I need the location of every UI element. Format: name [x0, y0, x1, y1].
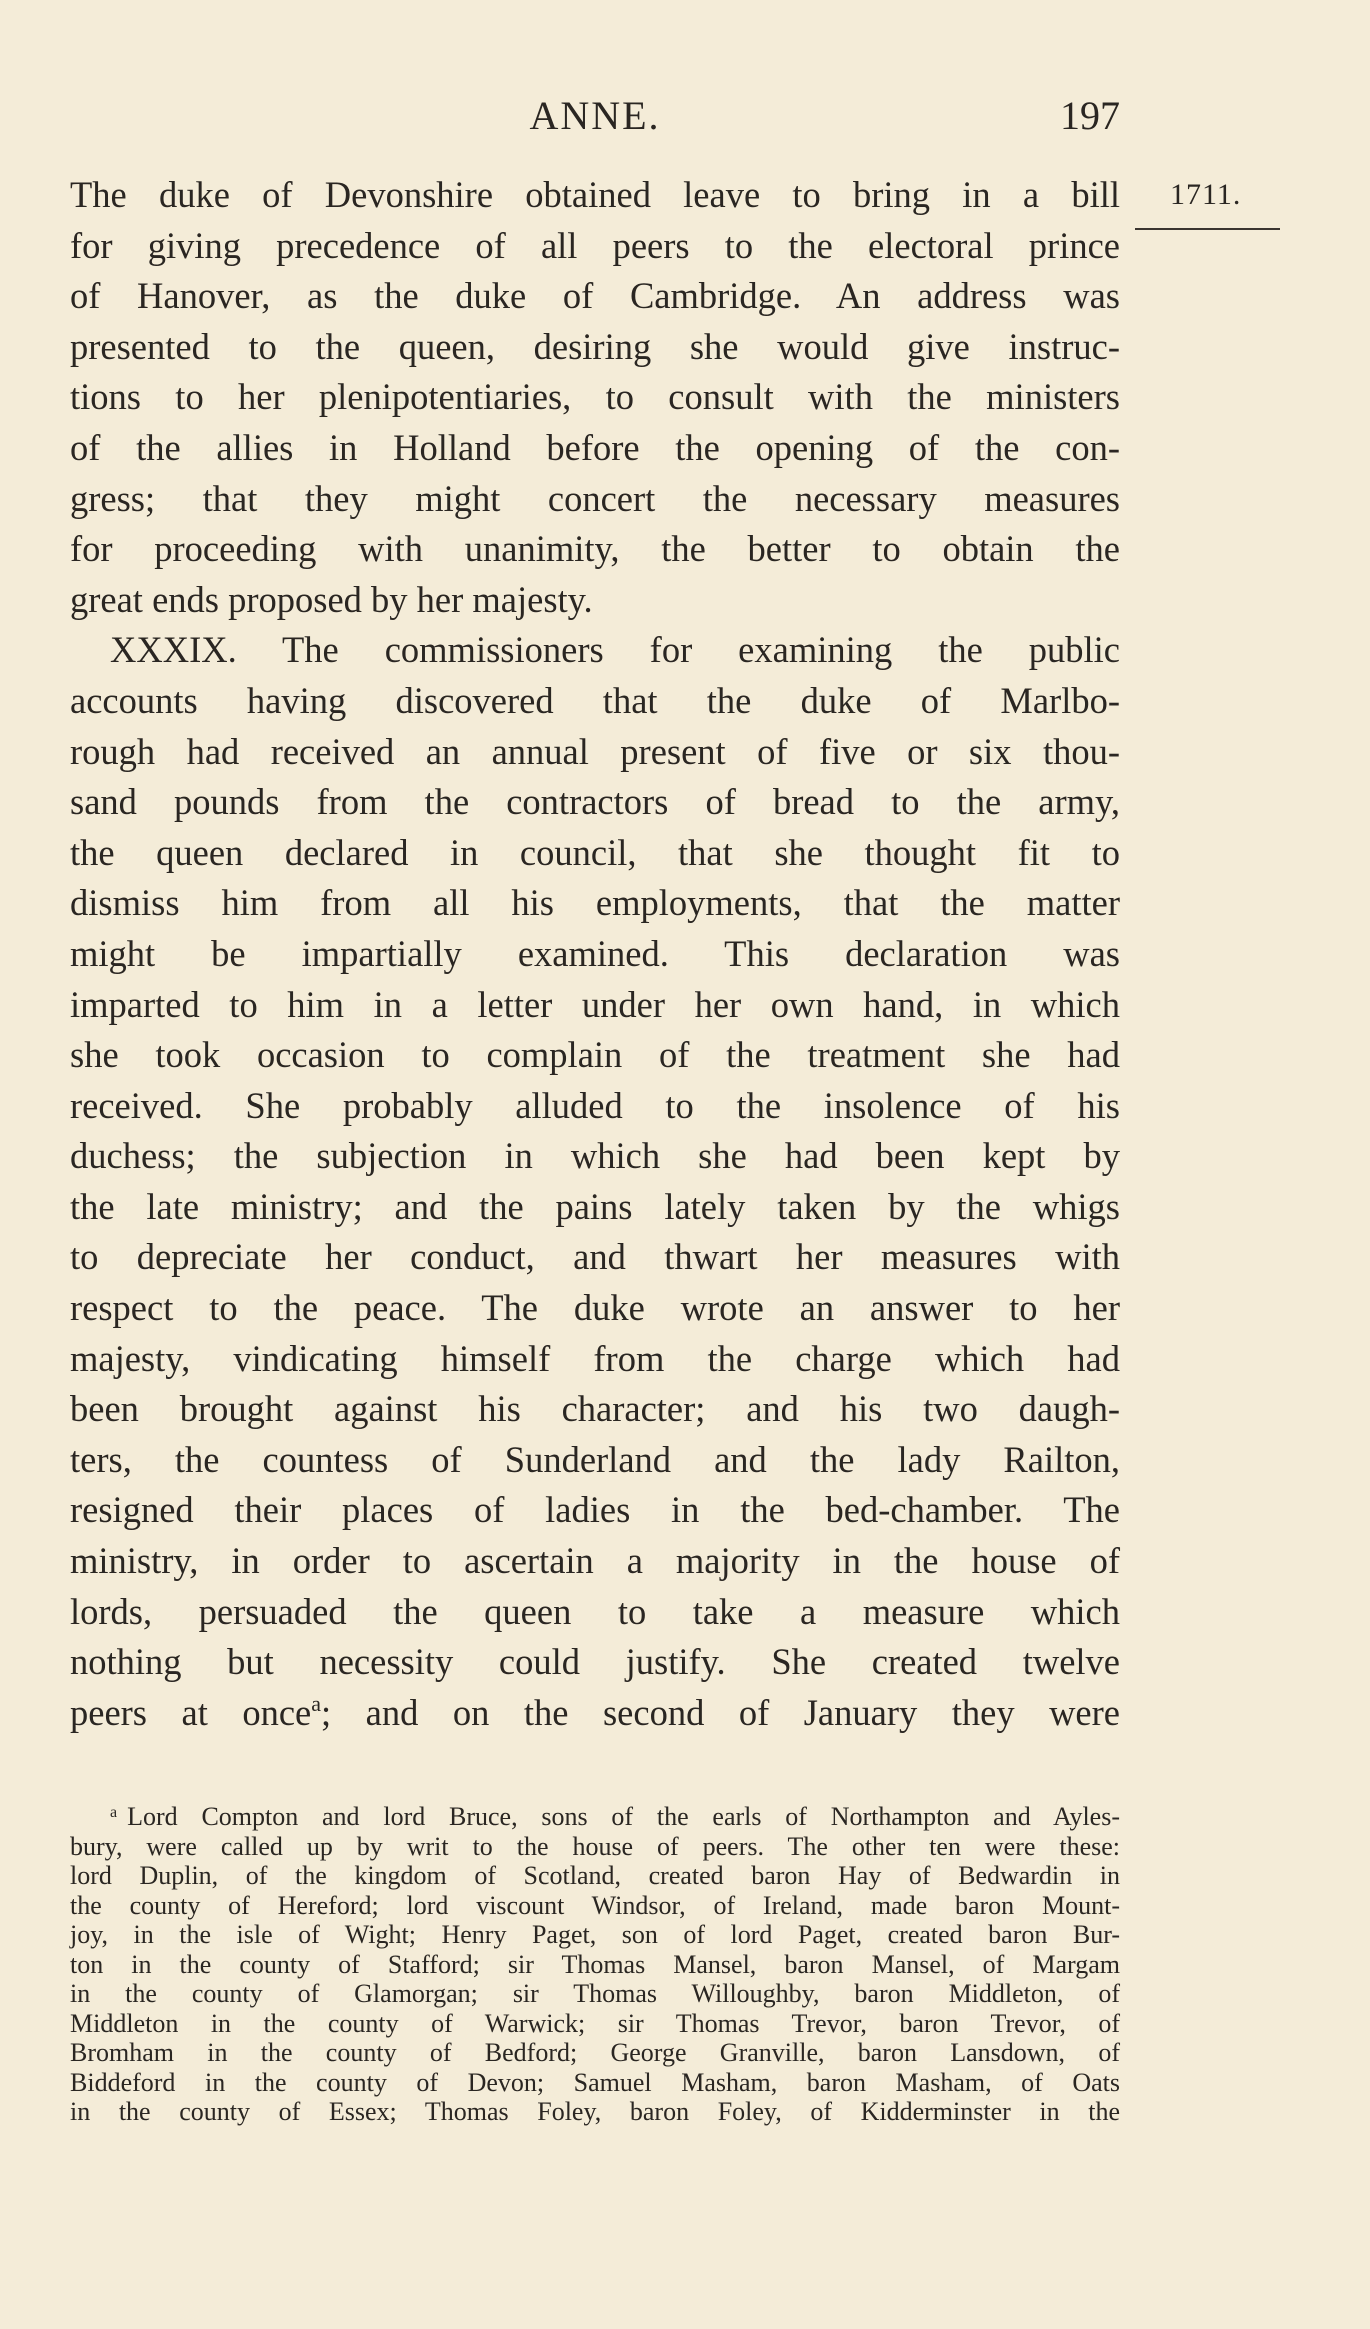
text-line: the late ministry; and the pains lately taken by the whigs	[70, 1185, 1120, 1227]
text-line: The duke of Devonshire obtained leave to bring in a bill	[70, 174, 1120, 215]
text-line: tions to her plenipotentiaries, to consult with the ministers	[70, 376, 1120, 418]
running-head: ANNE.	[529, 93, 661, 138]
text-line: ministry, in order to ascertain a majority in the house of	[70, 1540, 1120, 1582]
text-line: majesty, vindicating himself from the charge which had	[70, 1337, 1120, 1379]
page-header	[70, 92, 1120, 152]
text-line: might be impartially examined. This declaration was	[70, 932, 1120, 974]
text-line: of Hanover, as the duke of Cambridge. An address was	[70, 275, 1120, 317]
footnote-reference: a	[311, 1690, 322, 1716]
text-line: she took occasion to complain of the treatment she had	[70, 1034, 1120, 1076]
text-line: lords, persuaded the queen to take a measure which	[70, 1590, 1120, 1632]
footnote-line: Middleton in the county of Warwick; sir Thomas Trevor, baron Trevor, of	[70, 2008, 1120, 2038]
text-line: rough had received an annual present of five or six thou-	[70, 730, 1120, 772]
text-line: resigned their places of ladies in the bed-chamber. The	[70, 1489, 1120, 1531]
text-line: received. She probably alluded to the insolence of his	[70, 1084, 1120, 1126]
text-line: dismiss him from all his employments, that the matter	[70, 882, 1120, 924]
text-line: sand pounds from the contractors of bread to the army,	[70, 781, 1120, 823]
text-line: ters, the countess of Sunderland and the lady Railton,	[70, 1438, 1120, 1480]
text-line: to depreciate her conduct, and thwart her measures with	[70, 1236, 1120, 1278]
body-text	[70, 170, 1120, 1738]
text-line: respect to the peace. The duke wrote an answer to her	[70, 1287, 1120, 1329]
text-line-with-footnote-ref	[70, 1688, 1120, 1739]
footnote-line: joy, in the isle of Wight; Henry Paget, son of lord Paget, created baron Bur-	[70, 1920, 1120, 1949]
footnote-line	[70, 1802, 1120, 1832]
text-line: the queen declared in council, that she thought fit to	[70, 831, 1120, 873]
text-line: imparted to him in a letter under her own hand, in which	[70, 983, 1120, 1025]
footnote-line: Biddeford in the county of Devon; Samuel Masham, baron Masham, of Oats	[70, 2067, 1120, 2097]
margin-year-note: 1711.	[1170, 178, 1242, 211]
footnote-line: in the county of Glamorgan; sir Thomas Willoughby, baron Middleton, of	[70, 1979, 1120, 2008]
text-line: duchess; the subjection in which she had been kept by	[70, 1135, 1120, 1177]
footnote-text: Lord Compton and lord Bruce, sons of the earls of Northampton and Ayles-	[127, 1802, 1120, 1831]
footnote-line: bury, were called up by writ to the house of peers. The other ten were these:	[70, 1831, 1120, 1861]
footnote-line: Bromham in the county of Bedford; George Granville, baron Lansdown, of	[70, 2038, 1120, 2067]
page-number: 197	[1060, 93, 1120, 138]
footnote-line: the county of Hereford; lord viscount Windsor, of Ireland, made baron Mount-	[70, 1890, 1120, 1920]
text-line: been brought against his character; and his two daugh-	[70, 1388, 1120, 1430]
text-line: presented to the queen, desiring she would give instruc-	[70, 325, 1120, 367]
text-line: of the allies in Holland before the opening of the con-	[70, 426, 1120, 468]
margin-rule	[1135, 228, 1280, 230]
text-line: nothing but necessity could justify. She created twelve	[70, 1641, 1120, 1683]
text-line: for giving precedence of all peers to the electoral prince	[70, 224, 1120, 266]
footnote-line: ton in the county of Stafford; sir Thomas Mansel, baron Mansel, of Margam	[70, 1949, 1120, 1979]
footnote-line: in the county of Essex; Thomas Foley, baron Foley, of Kidderminster in the	[70, 2097, 1120, 2126]
text-line: great ends proposed by her majesty.	[70, 578, 593, 620]
footnote	[70, 1802, 1120, 2127]
text-line: accounts having discovered that the duke of Marlbo-	[70, 679, 1120, 721]
text-fragment: peers at once	[70, 1691, 312, 1733]
text-line: gress; that they might concert the necessary measures	[70, 477, 1120, 519]
text-line: for proceeding with unanimity, the better to obtain the	[70, 528, 1120, 570]
text-line: XXXIX. The commissioners for examining the public	[110, 629, 1120, 671]
footnote-line: lord Duplin, of the kingdom of Scotland, created baron Hay of Bedwardin in	[70, 1861, 1120, 1890]
footnote-marker: a	[110, 1804, 118, 1821]
text-fragment: ; and on the second of January they were	[321, 1691, 1120, 1733]
